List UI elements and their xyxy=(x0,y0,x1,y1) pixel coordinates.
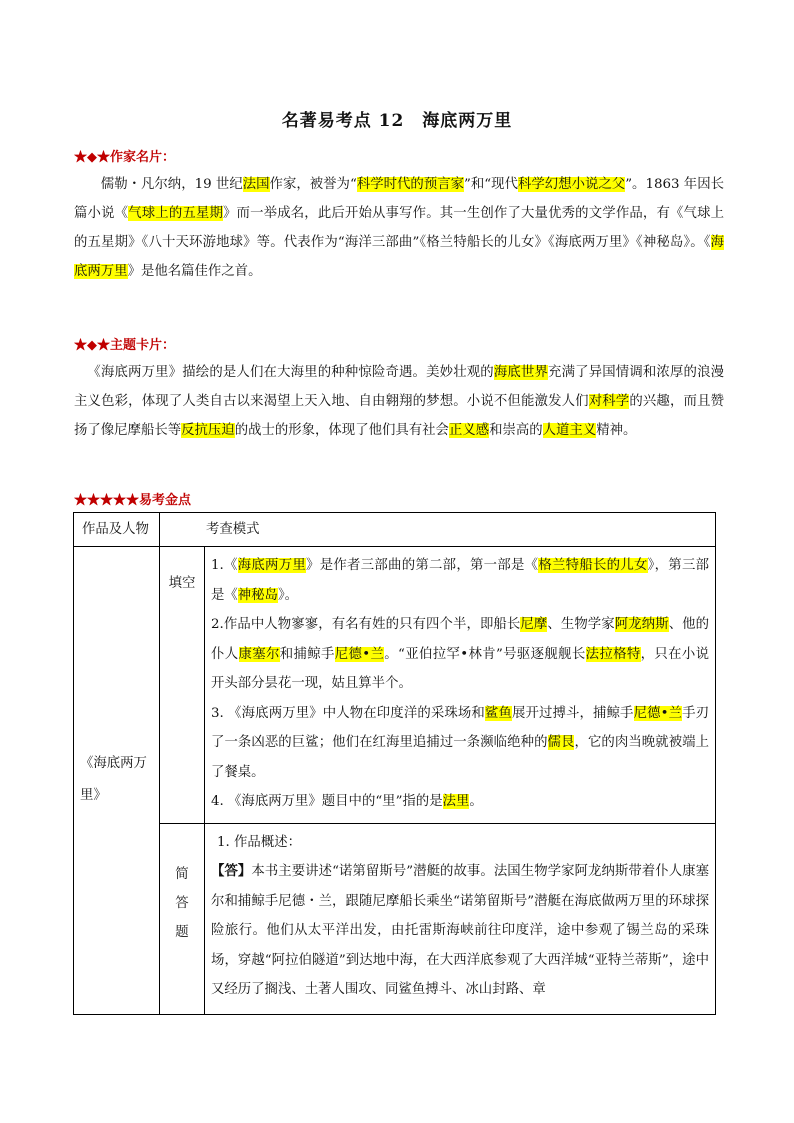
fill-label: 填空 xyxy=(168,576,196,591)
highlight: 海底世界 xyxy=(493,365,549,380)
highlight: 反抗压迫 xyxy=(181,423,235,438)
col-header-work: 作品及人物 xyxy=(74,513,160,547)
highlight: 海底两万里 xyxy=(74,235,724,279)
heading-label: 易考金点 xyxy=(139,493,192,508)
answer-text: 本书主要讲述“诺第留斯号”潜艇的故事。法国生物学家阿龙纳斯带着仆人康塞尔和捕鲸手尼德・兰，跟随尼摩船长乘坐“诺第留斯号”潜艇在海底做两万里的环球探险旅行。他们从太平洋出发，由托雷斯海峡前往印度洋，途中参观了锡兰岛的采珠场，穿越“阿拉伯隧道”到达地中海，在大西洋底参观了大西洋城“亚特兰蒂斯”，途中又经历了搁浅、土著人围攻、同鲨鱼搏斗、冰山封路、章 xyxy=(211,864,709,997)
answer-paragraph xyxy=(211,857,709,1005)
list-item: 2.作品中人物寥寥，有名有姓的只有四个半，即船长尼摩、生物学家阿龙纳斯、他的仆人康塞尔和捕鲸手尼德•兰。“亚伯拉罕•林肯”号驱逐舰舰长法拉格特，只在小说开头部分昙花一现，姑且算半个。 xyxy=(211,617,710,691)
heading-stars: ★◆★ xyxy=(74,150,110,165)
short-answer-label-3: 题 xyxy=(175,924,189,940)
work-title-cell: 《海底两万里》 xyxy=(74,547,160,1015)
heading-label: 作家名片： xyxy=(110,150,176,165)
short-answer-label-2: 答 xyxy=(175,895,189,911)
highlight: 尼德•兰 xyxy=(633,705,683,721)
highlight: 格兰特船长的儿女 xyxy=(538,558,648,573)
author-card-heading xyxy=(74,146,175,165)
highlight: 康塞尔 xyxy=(238,646,280,662)
highlight: 尼德•兰 xyxy=(334,646,385,662)
highlight: 法里 xyxy=(442,794,470,809)
col-header-mode: 考查模式 xyxy=(160,513,716,547)
highlight: 人道主义 xyxy=(542,423,597,438)
highlight: 对科学 xyxy=(588,394,630,409)
theme-card-text: 《海底两万里》描绘的是人们在大海里的种种惊险奇遇。美妙壮观的海底世界充满了异国情调和浓厚的浪漫主义色彩，体现了人类自古以来渴望上天入地、自由翱翔的梦想。小说不但能激发人们对科学的兴趣，而且赞扬了像尼摩船长等反抗压迫的战士的形象，体现了他们具有社会正义感和崇高的人道主义精神。 xyxy=(74,365,725,438)
highlight: 法国 xyxy=(242,177,270,192)
exam-points-table xyxy=(73,512,716,1015)
overview-label: 1. 作品概述： xyxy=(217,834,301,850)
fill-content-cell xyxy=(205,547,716,824)
short-answer-label-1: 简 xyxy=(175,866,189,882)
table-row xyxy=(74,547,716,824)
type-cell-fill xyxy=(160,547,205,824)
highlight: 儒艮 xyxy=(547,735,575,750)
list-item: 4. 《海底两万里》题目中的“里”指的是法里。 xyxy=(211,794,483,809)
theme-card-heading xyxy=(74,334,175,353)
heading-stars: ★◆★ xyxy=(74,338,110,353)
short-answer-content-cell xyxy=(205,823,716,1014)
list-item: 3. 《海底两万里》中人物在印度洋的采珠场和鲨鱼展开过搏斗，捕鲸手尼德•兰手刃了一条凶恶的巨鲨；他们在红海里追捕过一条濒临绝种的儒艮，它的肉当晚就被端上了餐桌。 xyxy=(211,705,710,780)
type-cell-short-answer xyxy=(160,823,205,1014)
author-card-text: 儒勒・凡尔纳，19 世纪法国作家，被誉为“科学时代的预言家”和“现代科学幻想小说之父”。1863 年因长篇小说《气球上的五星期》而一举成名，此后开始从事写作。其一生创作了大量优秀的文学作品，有《气球上的五星期》《八十天环游地球》等。代表作为“海洋三部曲”《格兰特船长的儿女》《海底两万里》《神秘岛》。《海底两万里》是他名篇佳作之首。 xyxy=(74,177,725,279)
highlight: 海底两万里 xyxy=(237,558,307,573)
page-title: 名著易考点 12 海底两万里 xyxy=(281,111,513,131)
table-header-row xyxy=(74,513,716,547)
highlight: 阿龙纳斯 xyxy=(614,617,669,632)
highlight: 法拉格特 xyxy=(585,646,641,662)
highlight: 气球上的五星期 xyxy=(128,206,224,221)
heading-label: 主题卡片： xyxy=(110,338,176,353)
highlight: 尼摩 xyxy=(520,617,548,632)
heading-stars: ★★★★★ xyxy=(74,493,140,508)
list-item: 1.《海底两万里》是作者三部曲的第二部，第一部是《格兰特船长的儿女》，第三部是《神秘岛》。 xyxy=(211,558,710,603)
table-row xyxy=(74,823,716,1014)
highlight: 科学时代的预言家 xyxy=(356,177,465,192)
highlight: 正义感 xyxy=(448,423,490,438)
exam-points-heading xyxy=(74,489,191,508)
highlight: 鲨鱼 xyxy=(484,705,512,721)
answer-tag: 【答】 xyxy=(211,863,252,879)
highlight: 神秘岛 xyxy=(237,587,278,603)
highlight: 科学幻想小说之父 xyxy=(517,177,626,192)
